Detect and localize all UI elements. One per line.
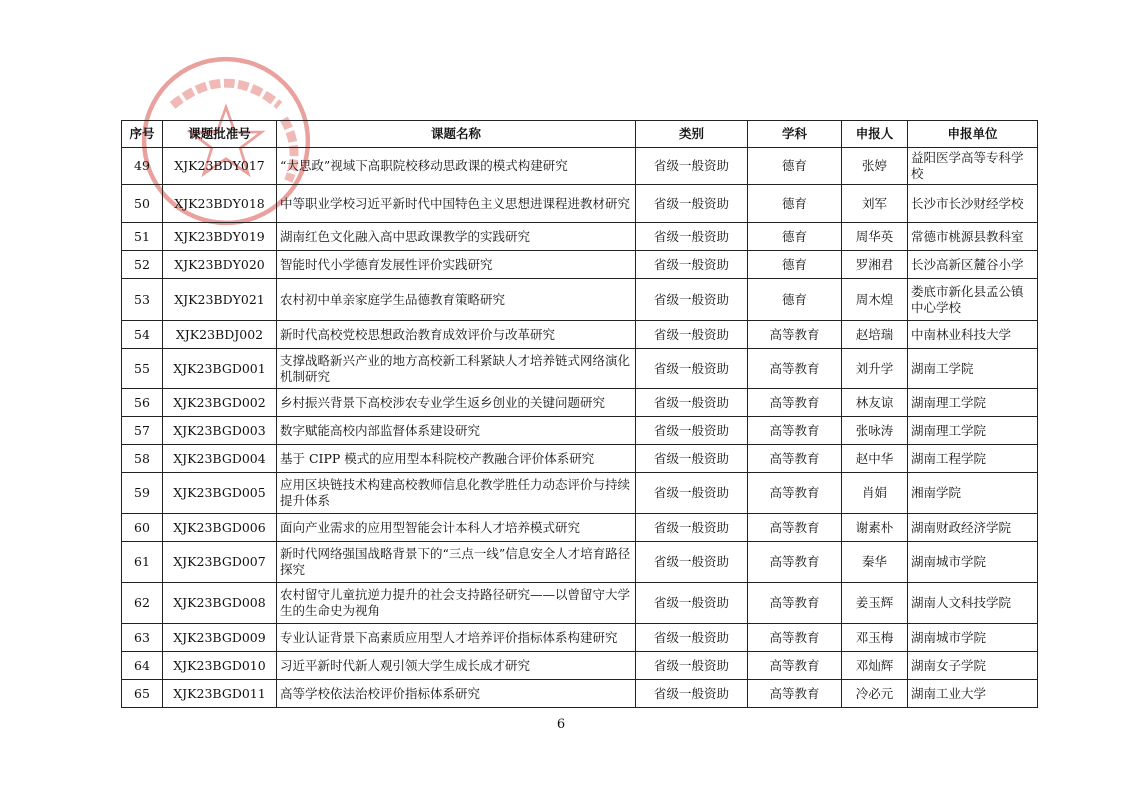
cell-title: 基于 CIPP 模式的应用型本科院校产教融合评价体系研究 <box>277 445 636 473</box>
cell-num: 53 <box>122 279 163 321</box>
cell-unit: 湖南工学院 <box>908 349 1038 389</box>
cell-unit: 湖南工程学院 <box>908 445 1038 473</box>
header-title: 课题名称 <box>277 121 636 148</box>
table-row <box>122 445 1038 473</box>
table-row <box>122 279 1038 321</box>
cell-subject: 高等教育 <box>748 680 842 708</box>
cell-subject: 高等教育 <box>748 445 842 473</box>
cell-subject: 德育 <box>748 279 842 321</box>
cell-title: 支撑战略新兴产业的地方高校新工科紧缺人才培养链式网络演化机制研究 <box>277 349 636 389</box>
cell-code: XJK23BGD004 <box>163 445 277 473</box>
cell-type: 省级一般资助 <box>636 389 748 417</box>
cell-unit: 中南林业科技大学 <box>908 321 1038 349</box>
cell-subject: 高等教育 <box>748 652 842 680</box>
cell-num: 59 <box>122 473 163 514</box>
header-code: 课题批准号 <box>163 121 277 148</box>
cell-type: 省级一般资助 <box>636 321 748 349</box>
cell-unit: 长沙市长沙财经学校 <box>908 185 1038 223</box>
cell-type: 省级一般资助 <box>636 349 748 389</box>
cell-num: 64 <box>122 652 163 680</box>
cell-applicant: 姜玉辉 <box>842 583 908 624</box>
cell-applicant: 肖娟 <box>842 473 908 514</box>
cell-applicant: 周华英 <box>842 223 908 251</box>
cell-code: XJK23BDY021 <box>163 279 277 321</box>
cell-applicant: 冷必元 <box>842 680 908 708</box>
cell-applicant: 张咏涛 <box>842 417 908 445</box>
table-row <box>122 624 1038 652</box>
page-number: 6 <box>556 717 566 732</box>
cell-unit: 娄底市新化县孟公镇中心学校 <box>908 279 1038 321</box>
header-num: 序号 <box>122 121 163 148</box>
cell-subject: 高等教育 <box>748 417 842 445</box>
cell-title: 习近平新时代新人观引领大学生成长成才研究 <box>277 652 636 680</box>
cell-type: 省级一般资助 <box>636 279 748 321</box>
cell-applicant: 刘军 <box>842 185 908 223</box>
cell-code: XJK23BDY020 <box>163 251 277 279</box>
cell-title: 数字赋能高校内部监督体系建设研究 <box>277 417 636 445</box>
table-header-row <box>122 121 1038 148</box>
cell-num: 52 <box>122 251 163 279</box>
cell-unit: 湖南理工学院 <box>908 417 1038 445</box>
cell-code: XJK23BGD001 <box>163 349 277 389</box>
cell-code: XJK23BGD005 <box>163 473 277 514</box>
cell-title: 应用区块链技术构建高校教师信息化教学胜任力动态评价与持续提升体系 <box>277 473 636 514</box>
cell-title: 高等学校依法治校评价指标体系研究 <box>277 680 636 708</box>
cell-unit: 湖南财政经济学院 <box>908 514 1038 542</box>
cell-applicant: 秦华 <box>842 542 908 583</box>
cell-unit: 湖南女子学院 <box>908 652 1038 680</box>
cell-title: 农村初中单亲家庭学生品德教育策略研究 <box>277 279 636 321</box>
header-applicant: 申报人 <box>842 121 908 148</box>
cell-num: 60 <box>122 514 163 542</box>
table-row <box>122 389 1038 417</box>
cell-type: 省级一般资助 <box>636 445 748 473</box>
cell-subject: 高等教育 <box>748 542 842 583</box>
cell-applicant: 周木煌 <box>842 279 908 321</box>
cell-num: 61 <box>122 542 163 583</box>
cell-num: 49 <box>122 148 163 185</box>
cell-type: 省级一般资助 <box>636 624 748 652</box>
cell-applicant: 谢素朴 <box>842 514 908 542</box>
cell-code: XJK23BDY017 <box>163 148 277 185</box>
cell-unit: 湖南工业大学 <box>908 680 1038 708</box>
cell-code: XJK23BGD003 <box>163 417 277 445</box>
cell-subject: 德育 <box>748 223 842 251</box>
cell-subject: 高等教育 <box>748 321 842 349</box>
cell-subject: 高等教育 <box>748 473 842 514</box>
cell-num: 63 <box>122 624 163 652</box>
cell-subject: 德育 <box>748 148 842 185</box>
cell-subject: 德育 <box>748 251 842 279</box>
cell-code: XJK23BGD009 <box>163 624 277 652</box>
cell-title: 新时代网络强国战略背景下的“三点一线”信息安全人才培育路径探究 <box>277 542 636 583</box>
cell-num: 57 <box>122 417 163 445</box>
table-row <box>122 680 1038 708</box>
table-row <box>122 251 1038 279</box>
cell-code: XJK23BGD007 <box>163 542 277 583</box>
cell-applicant: 刘升学 <box>842 349 908 389</box>
cell-code: XJK23BGD011 <box>163 680 277 708</box>
cell-code: XJK23BGD006 <box>163 514 277 542</box>
cell-type: 省级一般资助 <box>636 251 748 279</box>
cell-title: 湖南红色文化融入高中思政课教学的实践研究 <box>277 223 636 251</box>
cell-num: 51 <box>122 223 163 251</box>
cell-subject: 德育 <box>748 185 842 223</box>
cell-unit: 湘南学院 <box>908 473 1038 514</box>
cell-applicant: 赵中华 <box>842 445 908 473</box>
cell-applicant: 张婷 <box>842 148 908 185</box>
cell-num: 50 <box>122 185 163 223</box>
cell-code: XJK23BDY018 <box>163 185 277 223</box>
cell-subject: 高等教育 <box>748 389 842 417</box>
cell-unit: 湖南理工学院 <box>908 389 1038 417</box>
cell-type: 省级一般资助 <box>636 223 748 251</box>
cell-code: XJK23BGD002 <box>163 389 277 417</box>
table-row <box>122 321 1038 349</box>
cell-type: 省级一般资助 <box>636 583 748 624</box>
cell-unit: 湖南城市学院 <box>908 542 1038 583</box>
cell-applicant: 赵培瑞 <box>842 321 908 349</box>
table-row <box>122 473 1038 514</box>
cell-title: 乡村振兴背景下高校涉农专业学生返乡创业的关键问题研究 <box>277 389 636 417</box>
header-type: 类别 <box>636 121 748 148</box>
cell-code: XJK23BDJ002 <box>163 321 277 349</box>
table-row <box>122 185 1038 223</box>
cell-title: 中等职业学校习近平新时代中国特色主义思想进课程进教材研究 <box>277 185 636 223</box>
cell-type: 省级一般资助 <box>636 148 748 185</box>
table-row <box>122 349 1038 389</box>
cell-unit: 长沙高新区麓谷小学 <box>908 251 1038 279</box>
cell-title: 农村留守儿童抗逆力提升的社会支持路径研究——以曾留守大学生的生命史为视角 <box>277 583 636 624</box>
cell-unit: 益阳医学高等专科学校 <box>908 148 1038 185</box>
table-row <box>122 514 1038 542</box>
cell-unit: 湖南城市学院 <box>908 624 1038 652</box>
cell-num: 58 <box>122 445 163 473</box>
project-list-table <box>121 120 1038 708</box>
cell-title: “大思政”视域下高职院校移动思政课的模式构建研究 <box>277 148 636 185</box>
cell-type: 省级一般资助 <box>636 652 748 680</box>
cell-applicant: 罗湘君 <box>842 251 908 279</box>
header-unit: 申报单位 <box>908 121 1038 148</box>
cell-subject: 高等教育 <box>748 583 842 624</box>
table-row <box>122 542 1038 583</box>
cell-type: 省级一般资助 <box>636 514 748 542</box>
table-row <box>122 417 1038 445</box>
cell-num: 62 <box>122 583 163 624</box>
cell-title: 专业认证背景下高素质应用型人才培养评价指标体系构建研究 <box>277 624 636 652</box>
cell-unit: 常德市桃源县教科室 <box>908 223 1038 251</box>
cell-type: 省级一般资助 <box>636 417 748 445</box>
cell-applicant: 邓灿辉 <box>842 652 908 680</box>
cell-applicant: 邓玉梅 <box>842 624 908 652</box>
table-row <box>122 148 1038 185</box>
cell-subject: 高等教育 <box>748 624 842 652</box>
header-subject: 学科 <box>748 121 842 148</box>
table-row <box>122 223 1038 251</box>
cell-applicant: 林友谅 <box>842 389 908 417</box>
cell-num: 55 <box>122 349 163 389</box>
cell-title: 新时代高校党校思想政治教育成效评价与改革研究 <box>277 321 636 349</box>
cell-subject: 高等教育 <box>748 514 842 542</box>
cell-title: 智能时代小学德育发展性评价实践研究 <box>277 251 636 279</box>
cell-type: 省级一般资助 <box>636 680 748 708</box>
cell-code: XJK23BDY019 <box>163 223 277 251</box>
cell-type: 省级一般资助 <box>636 542 748 583</box>
cell-code: XJK23BGD010 <box>163 652 277 680</box>
cell-num: 54 <box>122 321 163 349</box>
cell-num: 56 <box>122 389 163 417</box>
cell-code: XJK23BGD008 <box>163 583 277 624</box>
cell-title: 面向产业需求的应用型智能会计本科人才培养模式研究 <box>277 514 636 542</box>
cell-type: 省级一般资助 <box>636 473 748 514</box>
table-row <box>122 583 1038 624</box>
cell-type: 省级一般资助 <box>636 185 748 223</box>
cell-unit: 湖南人文科技学院 <box>908 583 1038 624</box>
cell-num: 65 <box>122 680 163 708</box>
cell-subject: 高等教育 <box>748 349 842 389</box>
table-row <box>122 652 1038 680</box>
